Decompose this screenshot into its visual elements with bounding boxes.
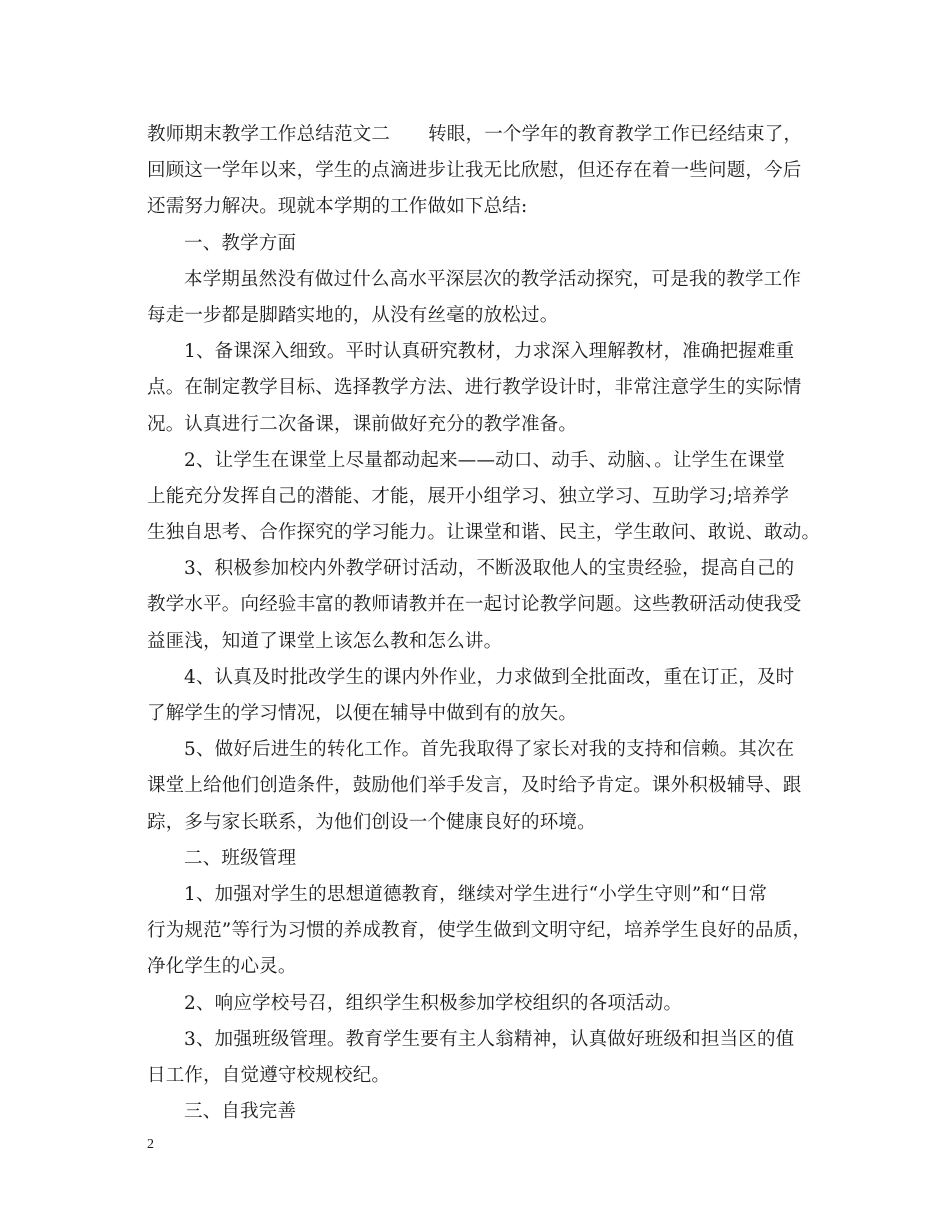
- paragraph-line: 4、认真及时批改学生的课内外作业，力求做到全批面改，重在订正，及时: [184, 666, 795, 688]
- paragraph-line: 点。在制定教学目标、选择教学方法、进行教学设计时，非常注意学生的实际情: [147, 377, 802, 399]
- paragraph-line: 行为规范”等行为习惯的养成教育，使学生做到文明守纪，培养学生良好的品质，: [147, 920, 812, 942]
- paragraph-line: 转眼，一个学年的教育教学工作已经结束了，: [428, 124, 803, 145]
- paragraph-line: 课堂上给他们创造条件，鼓励他们举手发言，及时给予肯定。课外积极辅导、跟: [147, 775, 802, 797]
- page-number: 2: [147, 1137, 154, 1152]
- paragraph-line: 净化学生的心灵。: [147, 956, 297, 978]
- paragraph-line: 踪，多与家长联系，为他们创设一个健康良好的环境。: [147, 811, 596, 833]
- paragraph-line: 2、让学生在课堂上尽量都动起来——动口、动手、动脑、。让学生在课堂: [184, 449, 786, 471]
- paragraph-line: 本学期虽然没有做过什么高水平深层次的教学活动探究，可是我的教学工作: [184, 268, 802, 290]
- section-heading: 三、自我完善: [184, 1101, 297, 1123]
- paragraph-line: 日工作，自觉遵守校规校纪。: [147, 1064, 391, 1086]
- paragraph-line: 教学水平。向经验丰富的教师请教并在一起讨论教学问题。这些教研活动使我受: [147, 594, 802, 616]
- paragraph-line: 益匪浅，知道了课堂上该怎么教和怎么讲。: [147, 630, 503, 652]
- document-title: 教师期末教学工作总结范文二: [147, 124, 391, 145]
- document-body: [147, 117, 821, 1130]
- paragraph-line: 5、做好后进生的转化工作。首先我取得了家长对我的支持和信赖。其次在: [184, 739, 795, 761]
- paragraph-line: 1、备课深入细致。平时认真研究教材，力求深入理解教材，准确把握难重: [184, 341, 795, 363]
- paragraph-line: 况。认真进行二次备课，课前做好充分的教学准备。: [147, 413, 578, 435]
- paragraph-line: 生独自思考、合作探究的学习能力。让课堂和谐、民主，学生敢问、敢说、敢动。: [147, 522, 821, 544]
- paragraph-line: 回顾这一学年以来，学生的点滴进步让我无比欣慰，但还存在着一些问题，今后: [147, 160, 802, 182]
- paragraph-line: 3、积极参加校内外教学研讨活动，不断汲取他人的宝贵经验，提高自己的: [184, 558, 795, 580]
- paragraph-line: 3、加强班级管理。教育学生要有主人翁精神，认真做好班级和担当区的值: [184, 1028, 795, 1050]
- first-line: [147, 117, 807, 153]
- paragraph-line: 还需努力解决。现就本学期的工作做如下总结:: [147, 196, 528, 218]
- section-heading: 一、教学方面: [184, 232, 297, 254]
- paragraph-line: 了解学生的学习情况，以便在辅导中做到有的放矢。: [147, 703, 578, 724]
- paragraph-line: 每走一步都是脚踏实地的，从没有丝毫的放松过。: [147, 304, 559, 326]
- paragraph-line: 上能充分发挥自己的潜能、才能，展开小组学习、独立学习、互助学习;培养学: [147, 485, 790, 507]
- section-heading: 二、班级管理: [184, 847, 297, 869]
- paragraph-line: 2、响应学校号召，组织学生积极参加学校组织的各项活动。: [184, 992, 683, 1014]
- paragraph-line: 1、加强对学生的思想道德教育，继续对学生进行“小学生守则”和“日常: [184, 883, 768, 905]
